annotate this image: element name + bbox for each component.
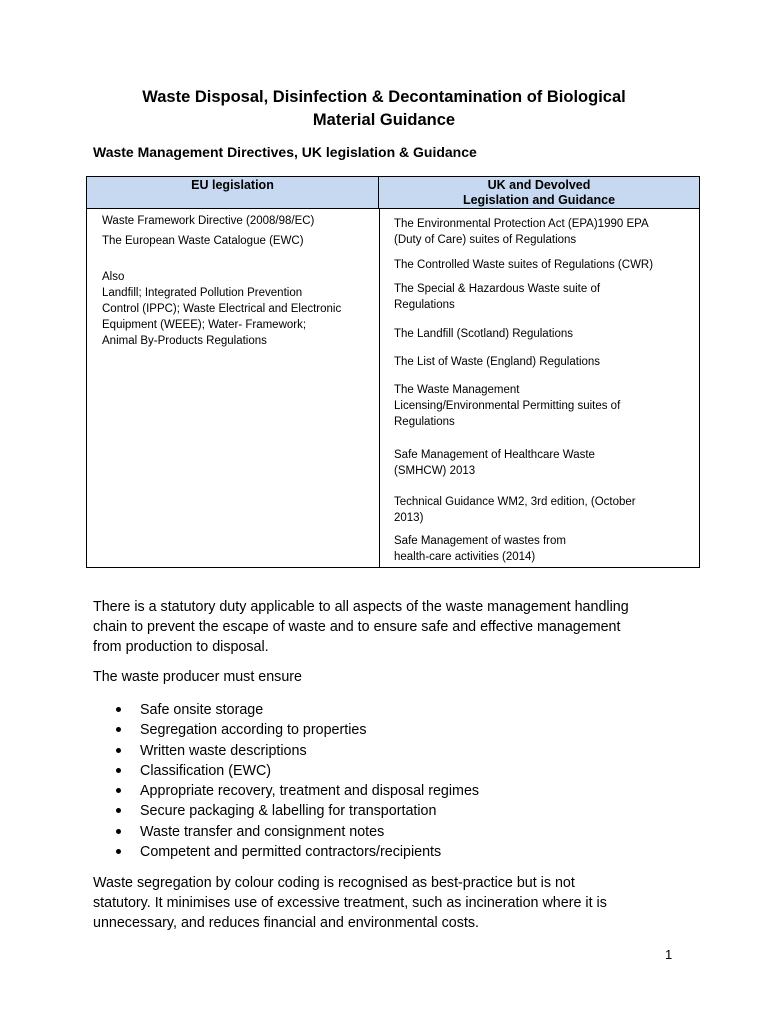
eu-item: Landfill; Integrated Pollution Prevention: [102, 287, 303, 299]
bullet-icon: [116, 788, 121, 793]
list-item-text: Waste transfer and consignment notes: [140, 823, 385, 840]
list-item: [93, 700, 479, 720]
title-line-2: Material Guidance: [312, 111, 456, 129]
bullet-icon: [116, 748, 121, 753]
producer-duties-list: [93, 700, 479, 862]
paragraph-line: from production to disposal.: [93, 639, 269, 655]
paragraph-statutory-duty: [93, 597, 693, 657]
document-title: [80, 86, 688, 132]
uk-item: The Waste Management: [394, 384, 520, 396]
list-item-text: Appropriate recovery, treatment and disposal regimes: [140, 783, 480, 800]
list-item-text: Written waste descriptions: [140, 742, 307, 759]
uk-item: The Landfill (Scotland) Regulations: [394, 328, 573, 340]
uk-item: health-care activities (2014): [394, 551, 536, 563]
uk-item: Technical Guidance WM2, 3rd edition, (October: [394, 496, 636, 508]
list-item: [93, 842, 479, 862]
list-item-text: Safe onsite storage: [140, 702, 264, 718]
paragraph-producer: The waste producer must ensure: [93, 669, 302, 685]
bullet-icon: [116, 727, 121, 732]
table-header-eu: [87, 177, 379, 209]
uk-item: The List of Waste (England) Regulations: [394, 356, 601, 368]
bullet-icon: [116, 849, 121, 854]
paragraph-line: There is a statutory duty applicable to all aspects of the waste management handling: [93, 599, 629, 615]
bullet-icon: [116, 808, 121, 813]
uk-item: (SMHCW) 2013: [394, 465, 476, 477]
eu-item: Control (IPPC); Waste Electrical and Electronic: [102, 303, 342, 315]
list-item: [93, 822, 479, 842]
uk-item: The Controlled Waste suites of Regulations (CWR): [394, 259, 654, 271]
list-item: [93, 781, 479, 801]
eu-item: Waste Framework Directive (2008/98/EC): [102, 215, 315, 227]
eu-item: The European Waste Catalogue (EWC): [102, 235, 304, 247]
uk-item: Licensing/Environmental Permitting suites of: [394, 400, 621, 412]
table-header-uk: [379, 177, 699, 209]
column-divider: [379, 209, 380, 567]
header-eu-label: EU legislation: [191, 178, 274, 192]
eu-item: Equipment (WEEE); Water- Framework;: [102, 319, 307, 331]
uk-item: 2013): [394, 512, 424, 524]
list-item-text: Secure packaging & labelling for transportation: [140, 803, 437, 820]
legislation-table: [86, 176, 700, 568]
paragraph-line: unnecessary, and reduces financial and environmental costs.: [93, 915, 479, 931]
header-uk-line-1: UK and Devolved: [487, 178, 591, 192]
header-uk-line-2: Legislation and Guidance: [462, 193, 616, 207]
uk-item: Regulations: [394, 299, 455, 311]
uk-item: The Special & Hazardous Waste suite of: [394, 283, 601, 295]
eu-item: Animal By-Products Regulations: [102, 335, 267, 347]
list-item: [93, 761, 479, 781]
list-item: [93, 801, 479, 821]
uk-item: Safe Management of wastes from: [394, 535, 566, 547]
eu-item: Also: [102, 271, 125, 283]
bullet-icon: [116, 707, 121, 712]
section-heading: Waste Management Directives, UK legislation & Guidance: [93, 144, 477, 160]
list-item-text: Segregation according to properties: [140, 722, 367, 739]
paragraph-line: chain to prevent the escape of waste and to ensure safe and effective management: [93, 619, 621, 635]
bullet-icon: [116, 829, 121, 834]
uk-item: (Duty of Care) suites of Regulations: [394, 234, 577, 246]
uk-item: The Environmental Protection Act (EPA)1990 EPA: [394, 218, 649, 230]
bullet-icon: [116, 768, 121, 773]
list-item: [93, 741, 479, 761]
page-number: 1: [665, 947, 673, 962]
uk-item: Regulations: [394, 416, 455, 428]
uk-item: Safe Management of Healthcare Waste: [394, 449, 595, 461]
list-item-text: Classification (EWC): [140, 762, 272, 779]
list-item: [93, 720, 479, 740]
paragraph-line: statutory. It minimises use of excessive treatment, such as incineration where it is: [93, 895, 607, 911]
paragraph-colour-coding: [93, 873, 693, 933]
paragraph-line: Waste segregation by colour coding is recognised as best-practice but is not: [93, 875, 575, 891]
list-item-text: Competent and permitted contractors/recipients: [140, 844, 442, 861]
title-line-1: Waste Disposal, Disinfection & Decontamination of Biological: [142, 88, 626, 106]
